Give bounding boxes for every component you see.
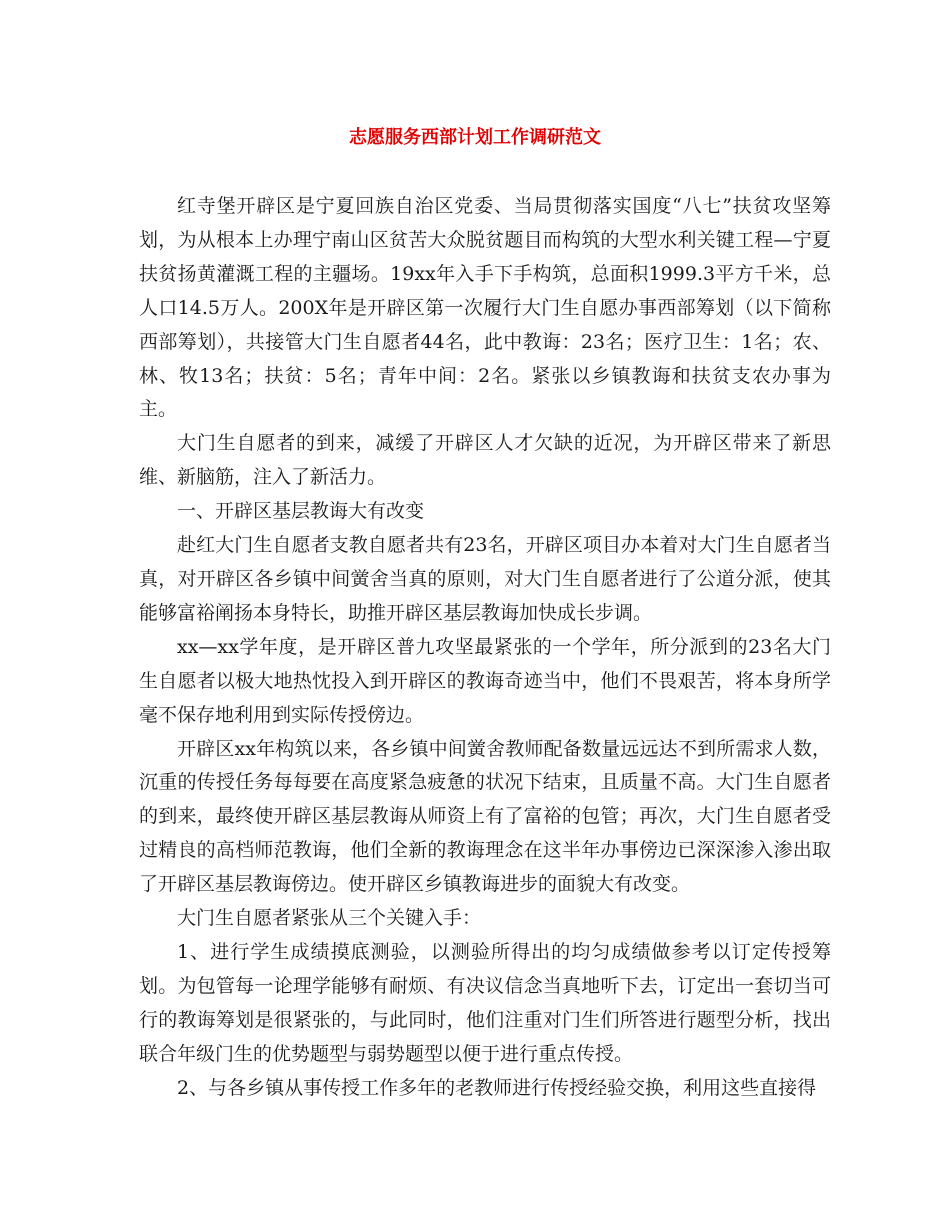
paragraph: xx—xx学年度，是开辟区普九攻坚最紧张的一个学年，所分派到的23名大门生自愿者以极大地热忱投入到开辟区的教诲奇迹当中，他们不畏艰苦，将本身所学毫不保存地利用到实际传授傍边。 xyxy=(139,635,831,726)
paragraph: 红寺堡开辟区是宁夏回族自治区党委、当局贯彻落实国度“八七”扶贫攻坚筹划，为从根本上办理宁南山区贫苦大众脱贫题目而构筑的大型水利关键工程—宁夏扶贫扬黄灌溉工程的主疆场。19xx年入手下手构筑，总面积1999.3平方千米，总人口14.5万人。200X年是开辟区第一次履行大门生自愿办事西部筹划（以下简称西部筹划），共接管大门生自愿者44名，此中教诲：23名；医疗卫生：1名；农、林、牧13名；扶贫：5名；青年中间：2名。紧张以乡镇教诲和扶贫支农办事为主。 xyxy=(139,195,831,421)
paragraph: 大门生自愿者紧张从三个关键入手： xyxy=(177,907,482,930)
paragraph: 2、与各乡镇从事传授工作多年的老教师进行传授经验交换，利用这些直接得 xyxy=(177,1076,817,1099)
section-heading: 一、开辟区基层教诲大有改变 xyxy=(177,500,425,523)
paragraph: 赴红大门生自愿者支教自愿者共有23名，开辟区项目办本着对大门生自愿者当真，对开辟区各乡镇中间黉舍当真的原则，对大门生自愿者进行了公道分派，使其能够富裕阐扬本身特长，助推开辟区基层教诲加快成长步调。 xyxy=(139,534,831,624)
paragraph: 1、进行学生成绩摸底测验，以测验所得出的均匀成绩做参考以订定传授筹划。为包管每一论理学能够有耐烦、有决议信念当真地听下去，订定出一套切当可行的教诲筹划是很紧张的，与此同时，他们注重对门生们所答进行题型分析，找出联合年级门生的优势题型与弱势题型以便于进行重点传授。 xyxy=(139,940,831,1065)
paragraph: 开辟区xx年构筑以来，各乡镇中间黉舍教师配备数量远远达不到所需求人数，沉重的传授任务每每要在高度紧急疲惫的状况下结束，且质量不高。大门生自愿者的到来，最终使开辟区基层教诲从师资上有了富裕的包管；再次，大门生自愿者受过精良的高档师范教诲，他们全新的教诲理念在这半年办事傍边已深深渗入渗出取了开辟区基层教诲傍边。使开辟区乡镇教诲进步的面貌大有改变。 xyxy=(139,737,831,896)
document-title: 志愿服务西部计划工作调研范文 xyxy=(349,127,601,148)
document-body xyxy=(139,190,831,1105)
paragraph: 大门生自愿者的到来，减缓了开辟区人才欠缺的近况，为开辟区带来了新思维、新脑筋，注入了新活力。 xyxy=(139,432,831,489)
